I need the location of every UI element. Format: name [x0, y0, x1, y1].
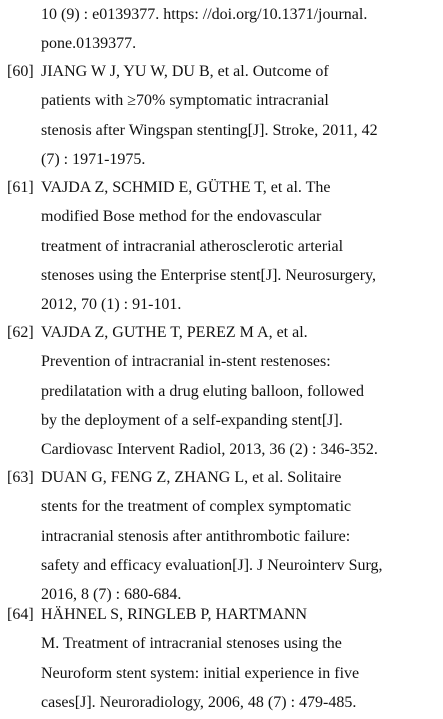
reference-number: [62]: [7, 324, 34, 341]
reference-line: pone.0139377.: [41, 35, 137, 52]
reference-line: Prevention of intracranial in-stent restenoses:: [41, 353, 331, 371]
reference-number: [64]: [7, 606, 34, 623]
reference-line: VAJDA Z, SCHMID E, GÜTHE T, et al. The: [41, 179, 331, 196]
reference-line: DUAN G, FENG Z, ZHANG L, et al. Solitaire: [41, 469, 342, 486]
reference-line: safety and efficacy evaluation[J]. J Neurointerv Surg,: [41, 556, 383, 574]
reference-number: [61]: [7, 179, 34, 196]
reference-line: JIANG W J, YU W, DU B, et al. Outcome of: [41, 63, 329, 80]
reference-line: intracranial stenosis after antithrombotic failure:: [41, 527, 351, 545]
reference-line: stenoses using the Enterprise stent[J]. Neurosurgery,: [41, 266, 377, 284]
reference-line: modified Bose method for the endovascular: [41, 208, 322, 226]
reference-line: predilatation with a drug eluting balloon, followed: [41, 382, 365, 400]
reference-line: Neuroform stent system: initial experience in five: [41, 664, 360, 682]
reference-line: by the deployment of a self-expanding stent[J].: [41, 411, 343, 429]
reference-line: 10 (9) : e0139377. https: //doi.org/10.1371/journal.: [41, 6, 368, 23]
reference-line: stenosis after Wingspan stenting[J]. Stroke, 2011, 42: [41, 121, 378, 139]
reference-line: M. Treatment of intracranial stenoses using the: [41, 635, 342, 653]
reference-line: stents for the treatment of complex symptomatic: [41, 498, 352, 516]
reference-line: treatment of intracranial atherosclerotic arterial: [41, 237, 344, 255]
reference-number: [60]: [7, 63, 34, 80]
reference-line: patients with ≥70% symptomatic intracranial: [41, 92, 329, 110]
reference-line: 2016, 8 (7) : 680-684.: [41, 586, 182, 604]
reference-line: VAJDA Z, GUTHE T, PEREZ M A, et al.: [41, 324, 308, 341]
reference-line: 2012, 70 (1) : 91-101.: [41, 296, 182, 314]
reference-line: (7) : 1971-1975.: [41, 150, 146, 168]
reference-number: [63]: [7, 469, 34, 486]
reference-line: Cardiovasc Intervent Radiol, 2013, 36 (2) : 346-352.: [41, 441, 378, 459]
reference-line: HÄHNEL S, RINGLEB P, HARTMANN: [41, 606, 308, 623]
reference-line: cases[J]. Neuroradiology, 2006, 48 (7) : 479-485.: [41, 693, 357, 711]
